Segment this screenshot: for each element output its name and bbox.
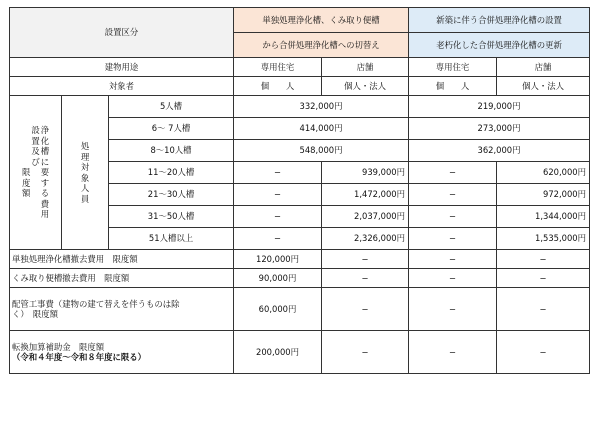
building-use-label: 建物用途 xyxy=(10,58,234,77)
tank-value-b: 362,000円 xyxy=(409,140,590,162)
tank-value-b-res: − xyxy=(409,184,497,206)
header-group-b-line1: 新築に伴う合併処理浄化槽の設置 xyxy=(409,8,590,33)
subsidy-limit-table xyxy=(9,7,590,374)
target-label: 対象者 xyxy=(10,77,234,96)
tank-value-b-store: 620,000円 xyxy=(497,162,590,184)
tank-value-a-res: − xyxy=(234,228,322,250)
tank-value-a-res: − xyxy=(234,206,322,228)
conversion-bonus-label-line2: （令和４年度〜令和８年度に限る） xyxy=(12,352,146,362)
header-group-b-line2: 老朽化した合併処理浄化槽の更新 xyxy=(409,33,590,58)
tank-value-a-res: − xyxy=(234,162,322,184)
extra-value-a-store: − xyxy=(322,288,409,331)
building-use-a-store: 店舗 xyxy=(322,58,409,77)
side-outer-col1: 設 置 及 び xyxy=(31,125,40,167)
target-a-residential: 個 人 xyxy=(234,77,322,96)
side-outer-col2: 浄 化 槽 に 要 す る 費 用 xyxy=(40,125,50,220)
extra-value-a-res: 200,000円 xyxy=(234,331,322,374)
conversion-bonus-label xyxy=(10,331,234,374)
cesspool-removal-label: くみ取り便槽撤去費用 限度額 xyxy=(10,269,234,288)
building-use-a-residential: 専用住宅 xyxy=(234,58,322,77)
tank-value-a: 414,000円 xyxy=(234,118,409,140)
extra-value-b-res: − xyxy=(409,250,497,269)
tank-value-a-res: − xyxy=(234,184,322,206)
building-use-b-residential: 専用住宅 xyxy=(409,58,497,77)
extra-value-b-res: − xyxy=(409,288,497,331)
tank-value-b-store: 972,000円 xyxy=(497,184,590,206)
tank-value-b-res: − xyxy=(409,162,497,184)
target-a-store: 個人・法人 xyxy=(322,77,409,96)
tank-value-b: 273,000円 xyxy=(409,118,590,140)
tank-size: 51人槽以上 xyxy=(109,228,234,250)
building-use-b-store: 店舗 xyxy=(497,58,590,77)
extra-value-a-store: − xyxy=(322,269,409,288)
extra-value-a-store: − xyxy=(322,250,409,269)
tank-size: 5人槽 xyxy=(109,96,234,118)
piping-cost-label xyxy=(10,288,234,331)
removal-cost-label: 単独処理浄化槽撤去費用 限度額 xyxy=(10,250,234,269)
tank-value-a-store: 2,326,000円 xyxy=(322,228,409,250)
extra-value-a-res: 90,000円 xyxy=(234,269,322,288)
target-b-residential: 個 人 xyxy=(409,77,497,96)
extra-value-b-store: − xyxy=(497,331,590,374)
tank-size: 6〜 7人槽 xyxy=(109,118,234,140)
header-group-a-line2: から合併処理浄化槽への切替え xyxy=(234,33,409,58)
tank-value-a-store: 2,037,000円 xyxy=(322,206,409,228)
tank-value-b-store: 1,535,000円 xyxy=(497,228,590,250)
extra-value-a-res: 120,000円 xyxy=(234,250,322,269)
side-label-outer xyxy=(10,96,62,250)
header-group-a-line1: 単独処理浄化槽、くみ取り便槽 xyxy=(234,8,409,33)
extra-value-b-store: − xyxy=(497,288,590,331)
tank-value-a-store: 939,000円 xyxy=(322,162,409,184)
extra-value-a-store: − xyxy=(322,331,409,374)
tank-value-b-store: 1,344,000円 xyxy=(497,206,590,228)
tank-size: 21〜30人槽 xyxy=(109,184,234,206)
tank-value-b-res: − xyxy=(409,206,497,228)
tank-size: 31〜50人槽 xyxy=(109,206,234,228)
tank-value-a: 332,000円 xyxy=(234,96,409,118)
tank-value-b: 219,000円 xyxy=(409,96,590,118)
extra-value-b-res: − xyxy=(409,269,497,288)
extra-value-a-res: 60,000円 xyxy=(234,288,322,331)
piping-cost-label-line1: 配管工事費（建物の建て替えを伴うものは除 xyxy=(12,298,180,309)
conversion-bonus-label-line1: 転換加算補助金 限度額 xyxy=(12,341,105,352)
header-category: 設置区分 xyxy=(10,8,234,58)
tank-size: 11〜20人槽 xyxy=(109,162,234,184)
tank-value-a-store: 1,472,000円 xyxy=(322,184,409,206)
side-label-inner: 処 理 対 象 人 員 xyxy=(62,96,109,250)
side-outer-col3: 限 度 額 xyxy=(21,167,31,199)
extra-value-b-res: − xyxy=(409,331,497,374)
piping-cost-label-line2: く） 限度額 xyxy=(12,309,59,319)
tank-value-a: 548,000円 xyxy=(234,140,409,162)
extra-value-b-store: − xyxy=(497,250,590,269)
target-b-store: 個人・法人 xyxy=(497,77,590,96)
tank-size: 8〜10人槽 xyxy=(109,140,234,162)
extra-value-b-store: − xyxy=(497,269,590,288)
tank-value-b-res: − xyxy=(409,228,497,250)
